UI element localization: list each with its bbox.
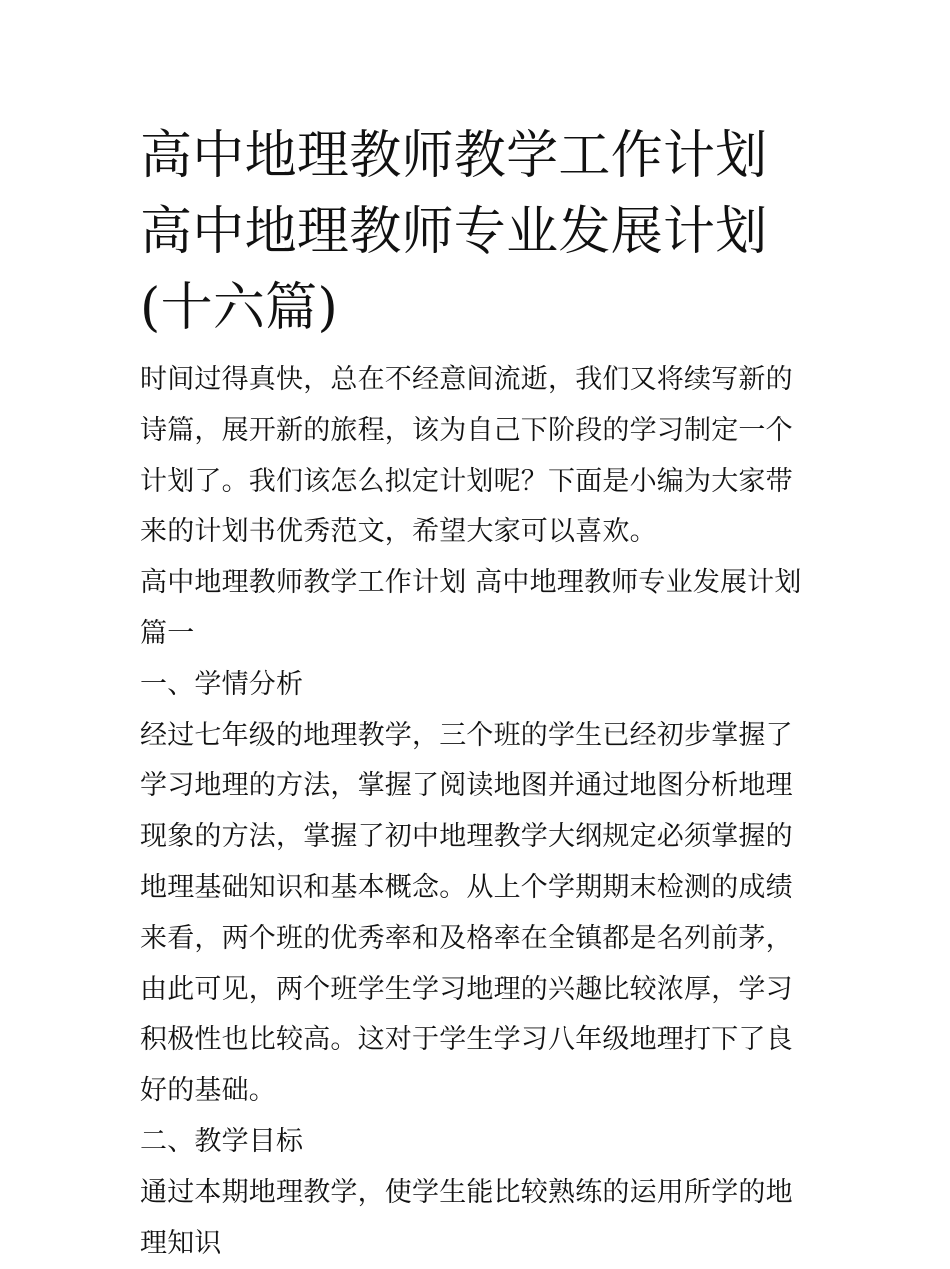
heading-learning-analysis: 一、学情分析: [140, 668, 304, 700]
document-title: 高中地理教师教学工作计划 高中地理教师专业发展计划(十六篇): [140, 126, 768, 338]
document-body: [140, 355, 816, 1269]
heading-teaching-goals: 二、教学目标: [140, 1125, 304, 1157]
section-title: 高中地理教师教学工作计划 高中地理教师专业发展计划篇一: [140, 567, 802, 649]
teaching-goals-paragraph: 通过本期地理教学，使学生能比较熟练的运用所学的地理知识: [140, 1176, 793, 1259]
intro-paragraph: 时间过得真快，总在不经意间流逝，我们又将续写新的诗篇，展开新的旅程，该为自己下阶段的学习制定一个计划了。我们该怎么拟定计划呢？下面是小编为大家带来的计划书优秀范文，希望大家可以喜欢。: [140, 364, 793, 548]
learning-analysis-paragraph: 经过七年级的地理教学，三个班的学生已经初步掌握了学习地理的方法，掌握了阅读地图并通过地图分析地理现象的方法，掌握了初中地理教学大纲规定必须掌握的地理基础知识和基本概念。从上个学期期末检测的成绩来看，两个班的优秀率和及格率在全镇都是名列前茅，由此可见，两个班学生学习地理的兴趣比较浓厚，学习积极性也比较高。这对于学生学习八年级地理打下了良好的基础。: [140, 719, 793, 1107]
